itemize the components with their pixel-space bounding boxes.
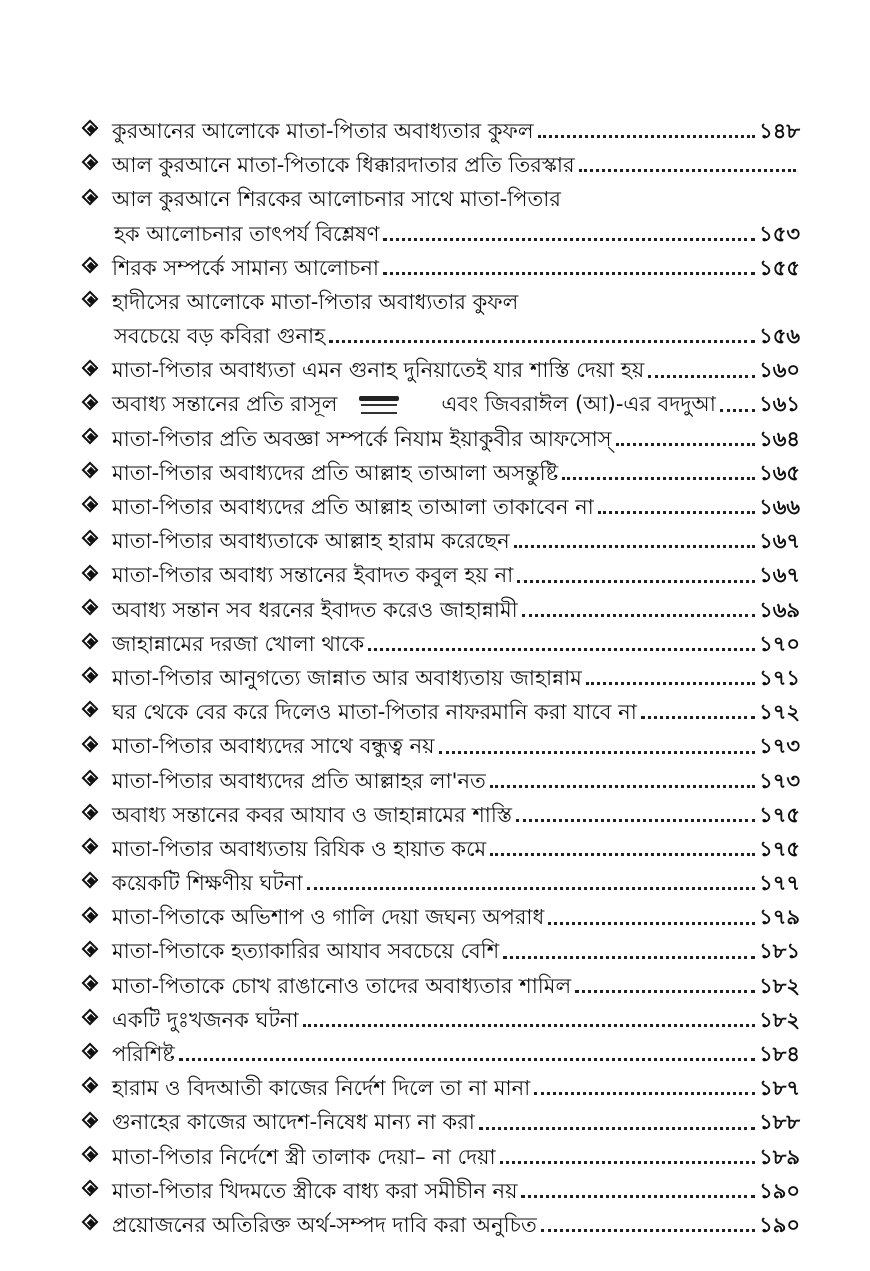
diamond-bullet-icon [82, 633, 100, 651]
dot-leader [538, 135, 756, 138]
toc-page-number: ১৭৯ [759, 905, 800, 930]
toc-entry-line [80, 794, 800, 828]
toc-entry-title: অবাধ্য সন্তানের প্রতি রাসূল [112, 392, 338, 417]
toc-entry-title: মাতা-পিতার অবাধ্যদের সাথে বন্ধুত্ব নয় [112, 734, 435, 759]
dot-leader [541, 1229, 755, 1232]
diamond-bullet-icon [82, 189, 100, 207]
toc-entry-line [80, 315, 800, 349]
toc-entry-title: এবং জিবরাঈল (আ)-এর বদদুআ [441, 392, 716, 417]
toc-entry-title: গুনাহের কাজের আদেশ-নিষেধ মান্য না করা [112, 1110, 475, 1135]
dot-leader [179, 1058, 755, 1061]
toc-entry [80, 178, 800, 246]
toc-entry [80, 1101, 800, 1135]
toc-entry [80, 999, 800, 1033]
dot-leader [490, 785, 755, 788]
toc-entry-title: মাতা-পিতার নির্দেশে স্ত্রী তালাক দেয়া– না দেয়া [112, 1144, 496, 1169]
diamond-bullet-icon [82, 804, 100, 822]
toc-page-number: ১৬৭ [759, 529, 800, 554]
toc-page-number: ১৭৫ [759, 802, 800, 827]
toc-entry-line [80, 520, 800, 554]
diamond-bullet-icon [82, 120, 100, 138]
toc-entry-line [80, 247, 800, 281]
diamond-bullet-icon [82, 736, 100, 754]
diamond-bullet-icon [82, 360, 100, 378]
toc-page-number: ১৪৮ [759, 118, 800, 143]
toc-entry [80, 486, 800, 520]
toc-entry [80, 418, 800, 452]
toc-entry-line [80, 1136, 800, 1170]
toc-entry-line [80, 931, 800, 965]
toc-entry-title: হক আলোচনার তাৎপর্য বিশ্লেষণ [114, 221, 380, 246]
diamond-bullet-icon [82, 1009, 100, 1027]
toc-page-number: ১৬৫ [759, 460, 800, 485]
toc-entry-title: মাতা-পিতাকে হত্যাকারির আযাব সবচেয়ে বেশি [112, 939, 500, 964]
toc-entry-line [80, 691, 800, 725]
diamond-bullet-icon [82, 941, 100, 959]
toc-page-number: ১৬৪ [759, 426, 800, 451]
salutation-seal-icon [357, 392, 401, 416]
toc-entry-title: ঘর থেকে বের করে দিলেও মাতা-পিতার নাফরমানি করা যাবে না [112, 700, 637, 725]
toc-entry-title: মাতা-পিতার অবাধ্যতায় রিযিক ও হায়াত কমে [112, 836, 487, 861]
toc-entry-title: মাতা-পিতার খিদমতে স্ত্রীকে বাধ্য করা সমীচীন নয় [112, 1178, 518, 1203]
toc-entry [80, 965, 800, 999]
toc-entry-line [80, 623, 800, 657]
toc-page-number: ১৭৫ [759, 836, 800, 861]
toc-entry-line [80, 110, 800, 144]
dot-leader [490, 853, 755, 856]
toc-entry-line [80, 384, 800, 418]
dot-leader [329, 340, 755, 343]
toc-entry [80, 554, 800, 588]
toc-entry [80, 794, 800, 828]
toc-entry-title: হারাম ও বিদআতী কাজের নির্দেশ দিলে তা না মানা [112, 1076, 531, 1101]
toc-entry [80, 1136, 800, 1170]
dot-leader [303, 1024, 756, 1027]
toc-page-number: ১৭১ [759, 665, 800, 690]
toc-page-number: ১৫৩ [759, 221, 800, 246]
toc-page-number: ১৮২ [759, 973, 800, 998]
diamond-bullet-icon [82, 1146, 100, 1164]
toc-page-number: ১৮৭ [759, 1076, 800, 1101]
dot-leader [562, 477, 755, 480]
diamond-bullet-icon [82, 770, 100, 788]
toc-entry [80, 349, 800, 383]
toc-entry-title: আল কুরআনে শিরকের আলোচনার সাথে মাতা-পিতার [112, 187, 561, 212]
diamond-bullet-icon [82, 394, 100, 412]
toc-page-number: ১৭০ [759, 631, 800, 656]
toc-entry-title: কুরআনের আলোকে মাতা-পিতার অবাধ্যতার কুফল [112, 118, 534, 143]
diamond-bullet-icon [82, 530, 100, 548]
toc-page-number: ১৯০ [759, 1212, 800, 1237]
toc-entry-title: আল কুরআনে মাতা-পিতাকে ধিক্কারদাতার প্রতি তিরস্কার [112, 153, 575, 178]
toc-entry-line [80, 452, 800, 486]
toc-entry-line [80, 1067, 800, 1101]
dot-leader [500, 1161, 755, 1164]
dot-leader [516, 819, 755, 822]
toc-page-number: ১৬৬ [759, 495, 800, 519]
toc-entry-line [80, 178, 800, 212]
toc-entry [80, 1067, 800, 1101]
toc-entry-title: মাতা-পিতাকে চোখ রাঙানোও তাদের অবাধ্যতার শামিল [112, 973, 572, 998]
diamond-bullet-icon [82, 599, 100, 617]
dot-leader [720, 409, 755, 412]
toc-entry-title: শিরক সম্পর্কে সামান্য আলোচনা [112, 255, 380, 280]
diamond-bullet-icon [82, 565, 100, 583]
toc-entry-line [80, 725, 800, 759]
toc-page-number: ১৮৮ [759, 1110, 800, 1135]
dot-leader [307, 887, 756, 890]
toc-entry [80, 828, 800, 862]
toc-entry [80, 384, 800, 418]
toc-entry-title: পরিশিষ্ট [112, 1042, 175, 1066]
dot-leader [383, 272, 755, 275]
diamond-bullet-icon [82, 1043, 100, 1061]
dot-leader [575, 990, 755, 993]
toc-page-number: ১৯০ [759, 1178, 800, 1203]
toc-entry-line [80, 760, 800, 794]
toc-entry [80, 896, 800, 930]
toc-entry-line [80, 1170, 800, 1204]
diamond-bullet-icon [82, 1180, 100, 1198]
toc-entry [80, 520, 800, 554]
dot-leader [383, 238, 755, 241]
toc-page-number: ১৭৭ [759, 871, 800, 896]
toc-entry [80, 1204, 800, 1238]
dot-leader [368, 648, 755, 651]
toc-entry [80, 110, 800, 144]
toc-entry-line [80, 1204, 800, 1238]
toc-entry [80, 452, 800, 486]
toc-entry-title: প্রয়োজনের অতিরিক্ত অর্থ-সম্পদ দাবি করা অনুচিত [112, 1212, 537, 1237]
toc-entry-title: মাতা-পিতার প্রতি অবজ্ঞা সম্পর্কে নিযাম ইয়াকুবীর আফসোস্ [112, 426, 612, 451]
toc-entry-line [80, 657, 800, 691]
diamond-bullet-icon [82, 1214, 100, 1232]
toc-entry [80, 862, 800, 896]
toc-entry-title: কয়েকটি শিক্ষণীয় ঘটনা [112, 871, 303, 896]
dot-leader [479, 1127, 755, 1130]
dot-leader [648, 375, 755, 378]
toc-entry-title: সবচেয়ে বড় কবিরা গুনাহ [114, 324, 326, 349]
diamond-bullet-icon [82, 872, 100, 890]
toc-entry [80, 1033, 800, 1067]
toc-entry [80, 247, 800, 281]
toc-page-number: ১৭৩ [759, 734, 800, 759]
toc-entry [80, 144, 800, 178]
toc-page-number: ১৭৩ [759, 768, 800, 793]
diamond-bullet-icon [82, 154, 100, 172]
toc-entry-line [80, 486, 800, 520]
dot-leader [517, 580, 755, 583]
toc-entry [80, 1170, 800, 1204]
diamond-bullet-icon [82, 1112, 100, 1130]
dot-leader [503, 956, 755, 959]
table-of-contents [80, 110, 800, 1238]
toc-entry-line [80, 1101, 800, 1135]
toc-entry-title: মাতা-পিতার অবাধ্যদের প্রতি আল্লাহর লা'নত [112, 768, 486, 793]
toc-page-number: ১৮৪ [759, 1042, 800, 1066]
toc-entry-title: মাতা-পিতার আনুগত্যে জান্নাত আর অবাধ্যতায় জাহান্নাম [112, 665, 582, 690]
toc-entry [80, 589, 800, 623]
diamond-bullet-icon [82, 291, 100, 309]
toc-page-number: ১৮২ [759, 1007, 800, 1032]
toc-entry-title: মাতা-পিতার অবাধ্য সন্তানের ইবাদত কবুল হয় না [112, 563, 514, 588]
toc-entry-title: একটি দুঃখজনক ঘটনা [112, 1007, 299, 1032]
toc-entry-line [80, 965, 800, 999]
toc-entry-title: জাহান্নামের দরজা খোলা থাকে [112, 631, 365, 656]
toc-entry [80, 725, 800, 759]
toc-entry-title: মাতা-পিতাকে অভিশাপ ও গালি দেয়া জঘন্য অপরাধ [112, 905, 545, 930]
toc-page-number: ১৫৬ [759, 324, 800, 349]
diamond-bullet-icon [82, 667, 100, 685]
dot-leader [616, 443, 756, 446]
toc-entry-line [80, 554, 800, 588]
toc-entry-line [80, 213, 800, 247]
toc-page-number: ১৬০ [759, 358, 800, 383]
toc-entry [80, 691, 800, 725]
diamond-bullet-icon [82, 701, 100, 719]
toc-page-number: ১৬৭ [759, 563, 800, 588]
toc-entry [80, 931, 800, 965]
toc-entry-title: মাতা-পিতার অবাধ্যদের প্রতি আল্লাহ তাআলা তাকাবেন না [112, 495, 594, 519]
toc-entry-title: অবাধ্য সন্তান সব ধরনের ইবাদত করেও জাহান্নামী [112, 597, 518, 622]
dot-leader [439, 751, 756, 754]
toc-entry [80, 623, 800, 657]
toc-entry-line [80, 281, 800, 315]
toc-page-number: ১৮১ [759, 939, 800, 964]
toc-entry-line [80, 1033, 800, 1067]
toc-entry-title: হাদীসের আলোকে মাতা-পিতার অবাধ্যতার কুফল [112, 289, 519, 314]
diamond-bullet-icon [82, 496, 100, 514]
dot-leader [514, 545, 755, 548]
toc-page-number: ১৬৯ [759, 597, 800, 622]
toc-entry [80, 760, 800, 794]
dot-leader [548, 922, 755, 925]
diamond-bullet-icon [82, 257, 100, 275]
toc-entry-line [80, 349, 800, 383]
dot-leader [534, 1092, 755, 1095]
toc-entry-line [80, 862, 800, 896]
toc-entry [80, 281, 800, 349]
dot-leader [641, 716, 755, 719]
toc-entry-title: মাতা-পিতার অবাধ্যদের প্রতি আল্লাহ তাআলা অসন্তুষ্টি [112, 460, 559, 485]
toc-entry-line [80, 418, 800, 452]
toc-page-number: ১৭২ [759, 700, 800, 725]
toc-page-number: ১৮৯ [759, 1144, 800, 1169]
diamond-bullet-icon [82, 428, 100, 446]
toc-entry-title: মাতা-পিতার অবাধ্যতা এমন গুনাহ দুনিয়াতেই যার শাস্তি দেয়া হয় [112, 358, 645, 383]
toc-entry [80, 657, 800, 691]
diamond-bullet-icon [82, 462, 100, 480]
dot-leader [598, 511, 755, 514]
toc-page-number: ১৬১ [759, 392, 800, 417]
toc-entry-line [80, 144, 800, 178]
toc-entry-title: অবাধ্য সন্তানের কবর আযাব ও জাহান্নামের শাস্তি [112, 802, 512, 827]
dot-leader [522, 614, 755, 617]
diamond-bullet-icon [82, 975, 100, 993]
dot-leader [521, 1195, 755, 1198]
toc-entry-line [80, 828, 800, 862]
dot-leader [586, 682, 755, 685]
toc-entry-line [80, 999, 800, 1033]
diamond-bullet-icon [82, 1077, 100, 1095]
toc-entry-line [80, 589, 800, 623]
toc-entry-line [80, 896, 800, 930]
diamond-bullet-icon [82, 907, 100, 925]
diamond-bullet-icon [82, 838, 100, 856]
toc-page-number: ১৫৫ [759, 255, 800, 280]
dot-leader [579, 169, 796, 172]
toc-entry-title: মাতা-পিতার অবাধ্যতাকে আল্লাহ হারাম করেছেন [112, 529, 510, 554]
